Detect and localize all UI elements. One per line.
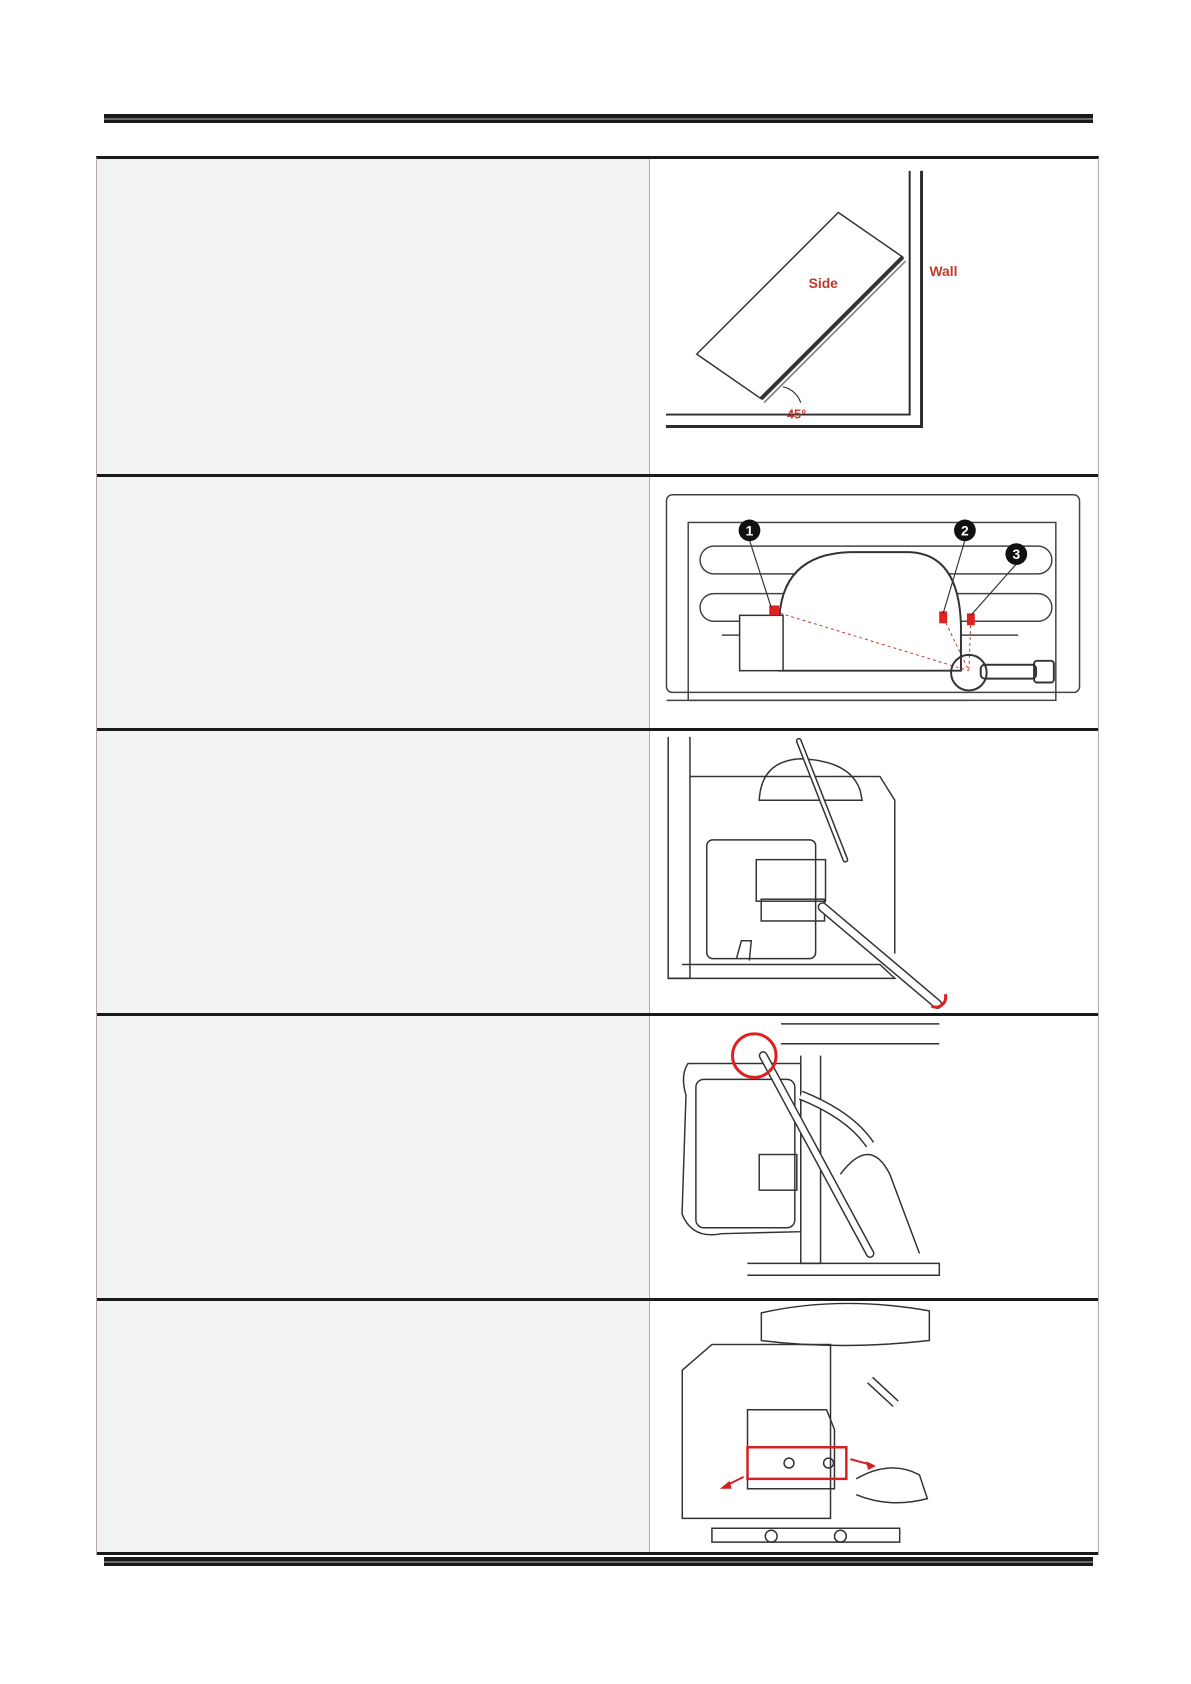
step-1-text-cell xyxy=(97,159,650,474)
step-5-text-cell xyxy=(97,1301,650,1552)
step-3-text-cell xyxy=(97,731,650,1013)
step-row-5 xyxy=(97,1301,1098,1555)
tilt-diagram xyxy=(650,159,1098,474)
step-4-text-cell xyxy=(97,1016,650,1298)
appliance-outline xyxy=(697,212,903,398)
step-row-3 xyxy=(97,731,1098,1016)
step-1-figure xyxy=(650,159,1098,474)
marker-1: 1 xyxy=(745,522,754,539)
compressor-cut-diagram xyxy=(650,477,1098,728)
marker-2: 2 xyxy=(961,522,969,539)
side-label: Side xyxy=(808,274,838,291)
header-rule xyxy=(104,114,1093,123)
relay-cover-lever-diagram xyxy=(650,1016,1098,1298)
relay-highlight-box xyxy=(748,1447,847,1479)
footer-rule xyxy=(104,1557,1093,1566)
step-4-figure xyxy=(650,1016,1098,1298)
step-2-text-cell xyxy=(97,477,650,728)
compressor-body xyxy=(779,552,961,671)
relay-removal-diagram xyxy=(650,1301,1098,1552)
angle-label: 45° xyxy=(786,406,807,422)
wall-label: Wall xyxy=(929,262,958,279)
step-5-figure xyxy=(650,1301,1098,1552)
relay-screwdriver-diagram xyxy=(650,731,1098,1013)
step-row-4 xyxy=(97,1016,1098,1301)
step-2-figure xyxy=(650,477,1098,728)
step-3-figure xyxy=(650,731,1098,1013)
cutter-tool xyxy=(951,655,1054,691)
step-row-1 xyxy=(97,159,1098,477)
marker-3: 3 xyxy=(1012,546,1021,563)
step-row-2 xyxy=(97,477,1098,731)
steps-table xyxy=(96,156,1099,1555)
pry-point-highlight xyxy=(733,1034,777,1078)
